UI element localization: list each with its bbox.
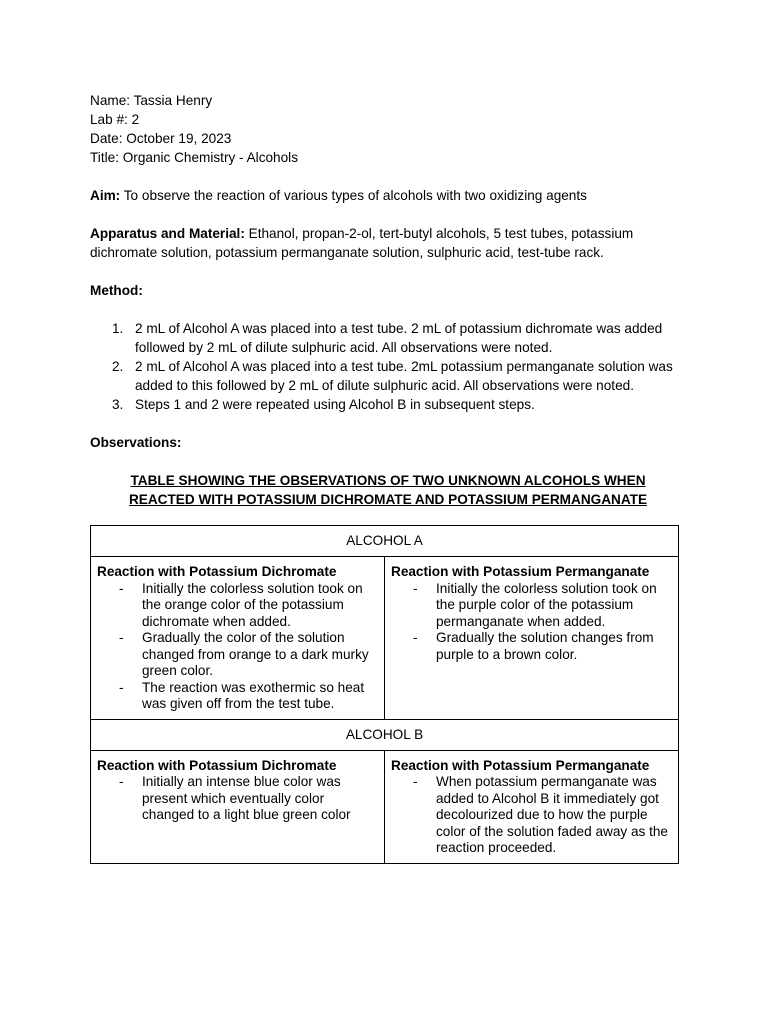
table-caption-line-1: TABLE SHOWING THE OBSERVATIONS OF TWO UNKNOWN ALCOHOLS WHEN — [130, 473, 646, 488]
table-caption-line-2: REACTED WITH POTASSIUM DICHROMATE AND POTASSIUM PERMANGANATE — [128, 492, 648, 507]
alcohol-a-dichromate-cell — [91, 557, 385, 720]
method-steps — [90, 319, 680, 414]
method-heading: Method: — [90, 283, 143, 298]
method-step: 1. 2 mL of Alcohol A was placed into a test tube. 2 mL of potassium dichromate was added followed by 2 mL of dilute sulphuric acid. All observations were noted. — [112, 321, 663, 355]
aim-paragraph — [90, 186, 680, 205]
alcohol-b-dichromate-cell — [91, 750, 385, 863]
aim-text: To observe the reaction of various types of alcohols with two oxidizing agents — [120, 188, 587, 203]
cell-title: Reaction with Potassium Dichromate — [97, 757, 337, 773]
alcohol-b-permanganate-cell — [385, 750, 679, 863]
method-step: 3. Steps 1 and 2 were repeated using Alcohol B in subsequent steps. — [112, 397, 535, 412]
cell-title: Reaction with Potassium Permanganate — [391, 564, 650, 579]
observations-table — [90, 525, 679, 864]
list-item: - Initially the colorless solution took on the orange color of the potassium dichromate when added. — [119, 580, 363, 629]
apparatus-text: Ethanol, propan-2-ol, tert-butyl alcohols, 5 test tubes, potassium dichromate solution, potassium permanganate solution, sulphuric acid, test-tube rack. — [90, 226, 634, 260]
list-item: - Gradually the color of the solution changed from orange to a dark murky green color. — [119, 630, 369, 678]
list-item: - The reaction was exothermic so heat was given off from the test tube. — [119, 679, 365, 711]
list-item: - When potassium permanganate was added to Alcohol B it immediately got decolourized due to how the purple color of the solution faded away as the reaction proceeded. — [413, 774, 668, 855]
report-date: Date: October 19, 2023 — [90, 131, 232, 146]
lab-number: Lab #: 2 — [90, 112, 140, 127]
cell-title: Reaction with Potassium Dichromate — [97, 564, 337, 579]
alcohol-a-permanganate-cell — [385, 557, 679, 720]
cell-title: Reaction with Potassium Permanganate — [391, 757, 650, 773]
apparatus-paragraph — [90, 224, 650, 262]
aim-label: Aim: — [90, 188, 121, 203]
student-name: Name: Tassia Henry — [90, 93, 213, 108]
method-step: 2. 2 mL of Alcohol A was placed into a test tube. 2mL potassium permanganate solution was added to this followed by 2 mL of dilute sulphuric acid. All observations were noted. — [112, 359, 673, 393]
list-item: - Gradually the solution changes from purple to a brown color. — [413, 630, 654, 662]
list-item: - Initially the colorless solution took on the purple color of the potassium permanganate when added. — [413, 580, 657, 629]
apparatus-label: Apparatus and Material: — [90, 226, 245, 241]
alcohol-a-heading: ALCOHOL A — [91, 526, 679, 557]
document-page — [90, 91, 680, 855]
list-item: - Initially an intense blue color was present which eventually color changed to a light blue green color — [119, 774, 351, 822]
report-title: Title: Organic Chemistry - Alcohols — [90, 150, 298, 165]
alcohol-b-heading: ALCOHOL B — [91, 719, 679, 750]
observations-heading: Observations: — [90, 435, 182, 450]
